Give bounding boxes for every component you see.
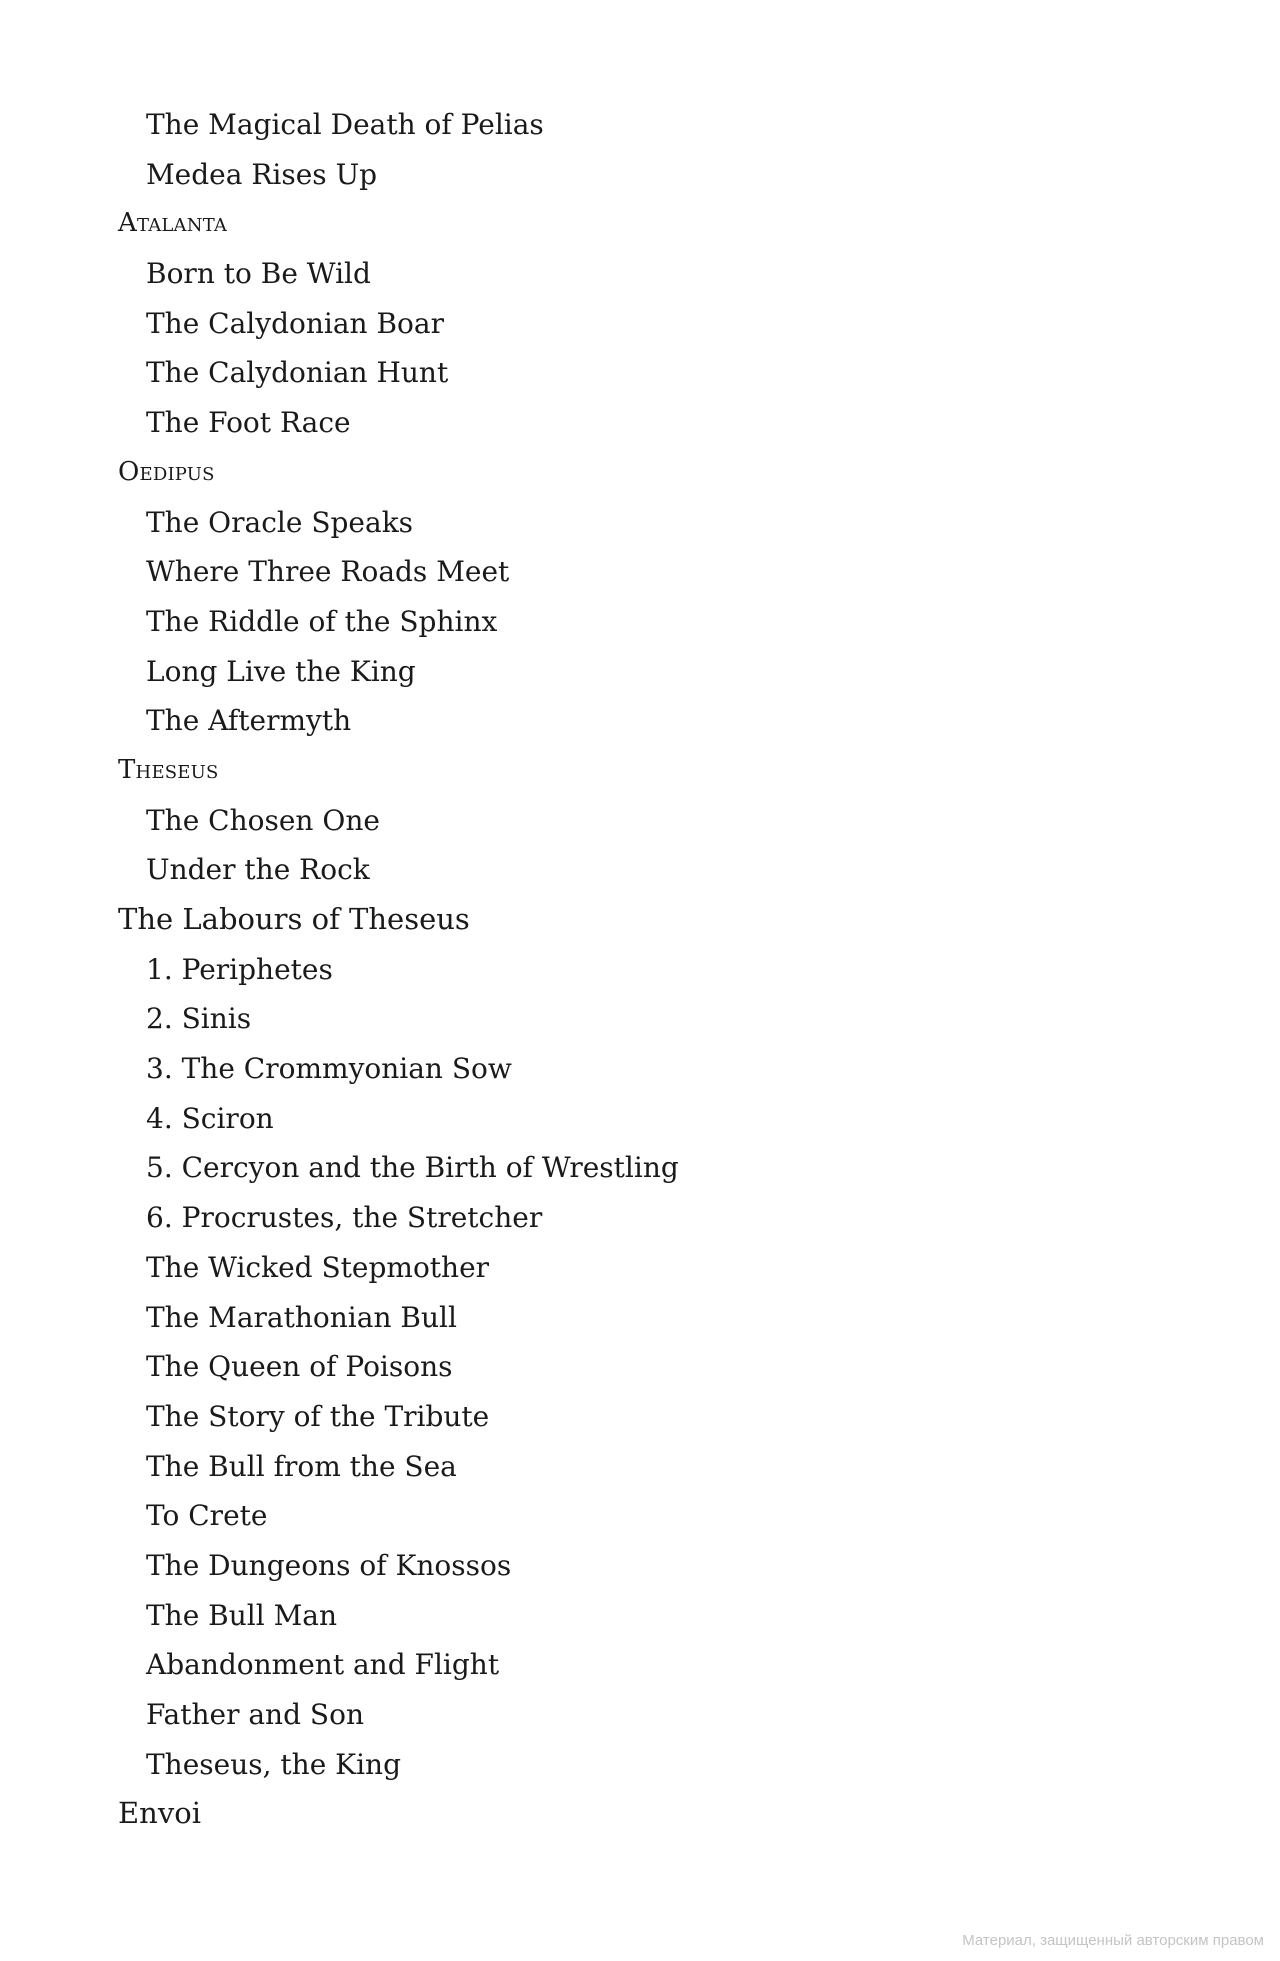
toc-entry[interactable]: To Crete — [146, 1499, 268, 1533]
toc-entry[interactable]: The Riddle of the Sphinx — [146, 604, 498, 638]
toc-section-heading[interactable]: Atalanta — [118, 208, 228, 239]
toc-section-heading[interactable]: Theseus — [118, 754, 219, 785]
toc-entry[interactable]: 2. Sinis — [146, 1002, 252, 1036]
toc-entry[interactable]: 1. Periphetes — [146, 952, 333, 986]
toc-entry[interactable]: Under the Rock — [146, 853, 370, 887]
toc-section-heading[interactable]: Oedipus — [118, 456, 215, 487]
toc-entry[interactable]: 6. Procrustes, the Stretcher — [146, 1201, 543, 1235]
toc-entry[interactable]: The Chosen One — [146, 803, 380, 837]
toc-entry[interactable]: The Calydonian Boar — [146, 306, 444, 340]
toc-entry[interactable]: Where Three Roads Meet — [146, 555, 510, 589]
toc-entry[interactable]: 3. The Crommyonian Sow — [146, 1052, 512, 1086]
toc-entry[interactable]: 4. Sciron — [146, 1101, 274, 1135]
toc-entry[interactable]: The Dungeons of Knossos — [146, 1548, 512, 1582]
toc-entry[interactable]: The Calydonian Hunt — [146, 356, 449, 390]
toc-entry[interactable]: The Magical Death of Pelias — [146, 108, 544, 141]
copyright-watermark: Материал, защищенный авторским правом — [962, 1932, 1264, 1949]
toc-entry[interactable]: The Foot Race — [146, 406, 351, 440]
toc-entry[interactable]: Long Live the King — [146, 654, 416, 688]
toc-chapter-entry[interactable]: The Labours of Theseus — [118, 902, 470, 936]
toc-chapter-entry[interactable]: Envoi — [118, 1796, 201, 1831]
toc-entry[interactable]: The Bull from the Sea — [146, 1449, 457, 1483]
table-of-contents — [0, 100, 1280, 1839]
toc-entry[interactable]: Theseus, the King — [146, 1747, 402, 1781]
toc-entry[interactable]: Abandonment and Flight — [146, 1648, 500, 1682]
toc-entry[interactable]: The Story of the Tribute — [146, 1399, 490, 1433]
toc-entry[interactable]: The Oracle Speaks — [146, 505, 414, 539]
toc-entry[interactable]: Born to Be Wild — [146, 257, 371, 291]
toc-entry[interactable]: The Queen of Poisons — [146, 1350, 453, 1384]
toc-entry[interactable]: 5. Cercyon and the Birth of Wrestling — [146, 1151, 679, 1185]
toc-entry[interactable]: The Aftermyth — [146, 704, 352, 738]
toc-entry[interactable]: Medea Rises Up — [146, 157, 378, 191]
toc-entry[interactable]: The Marathonian Bull — [146, 1300, 457, 1334]
toc-entry[interactable]: The Wicked Stepmother — [146, 1250, 490, 1284]
toc-entry[interactable]: The Bull Man — [146, 1598, 337, 1632]
toc-entry[interactable]: Father and Son — [146, 1698, 364, 1731]
